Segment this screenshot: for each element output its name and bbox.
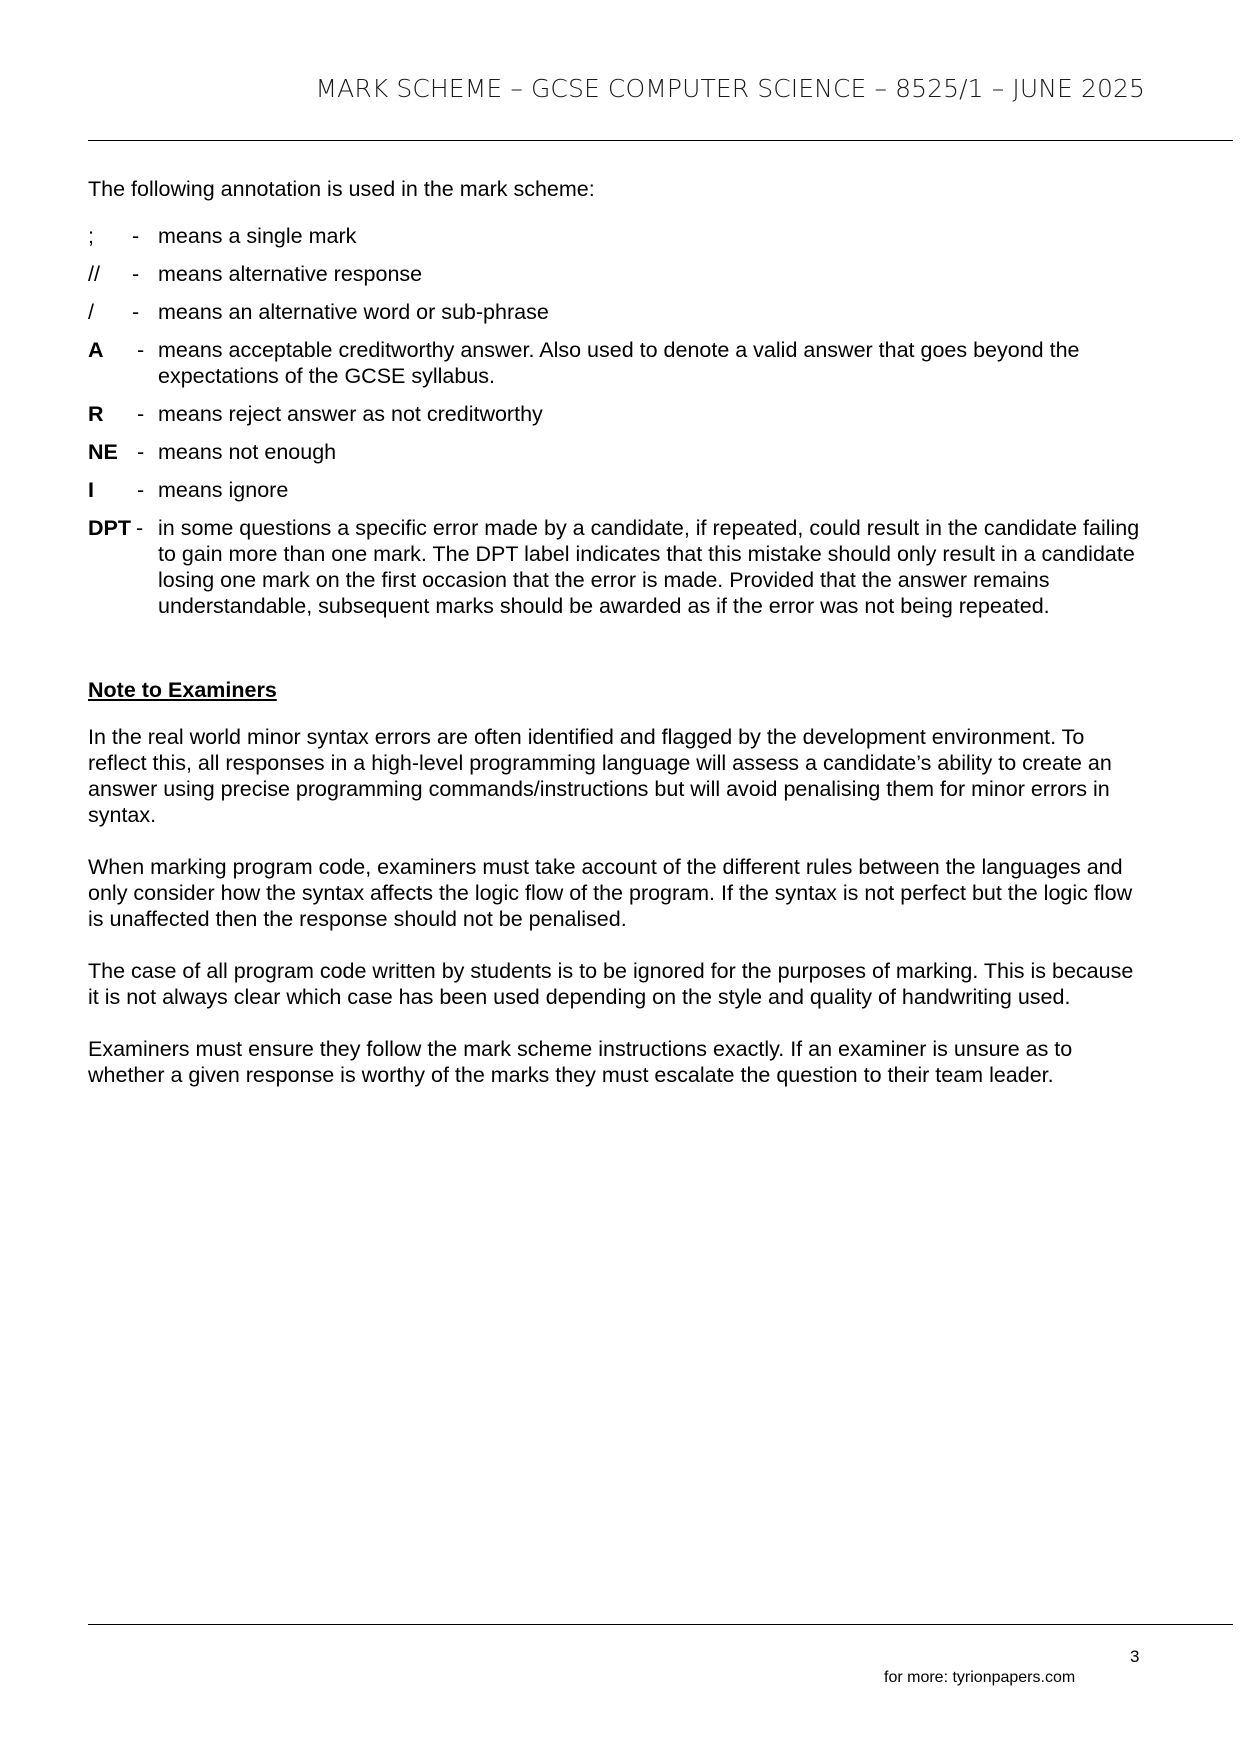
legend-symbol: NE	[88, 440, 118, 464]
legend-symbol: /	[88, 300, 94, 324]
page-content	[88, 176, 1148, 1114]
legend-dash: -	[137, 402, 145, 426]
legend-item-alternative-response	[88, 261, 1148, 287]
legend-item-single-mark	[88, 223, 1148, 249]
page-number: 3	[1130, 1647, 1140, 1666]
legend-description: means reject answer as not creditworthy	[158, 402, 543, 426]
note-paragraph: In the real world minor syntax errors are often identified and flagged by the development environment. To reflect this, all responses in a high-level programming language will assess a candidate’s ability to create an answer using precise programming commands/instructions but will avoid penalising them for minor errors in syntax.	[88, 725, 1112, 827]
legend-symbol: I	[88, 478, 94, 502]
page-header-title: MARK SCHEME – GCSE COMPUTER SCIENCE – 8525/1 – JUNE 2025	[315, 74, 1145, 103]
legend-dash: -	[137, 440, 145, 464]
legend-description: means an alternative word or sub-phrase	[158, 300, 549, 324]
annotation-intro: The following annotation is used in the mark scheme:	[88, 177, 595, 201]
footer-source-note: for more: tyrionpapers.com	[884, 1669, 1076, 1686]
annotation-legend	[88, 223, 1148, 619]
legend-dash: -	[136, 516, 144, 540]
header-divider	[88, 140, 1233, 141]
legend-symbol: ;	[88, 224, 94, 248]
note-paragraph: Examiners must ensure they follow the mark scheme instructions exactly. If an examiner is unsure as to whether a given response is worthy of the marks they must escalate the question to their team leader.	[88, 1037, 1073, 1087]
note-paragraph: When marking program code, examiners must take account of the different rules between the languages and only consider how the syntax affects the logic flow of the program. If the syntax is not perfect but the logic flow is unaffected then the response should not be penalised.	[88, 855, 1133, 931]
legend-description: means alternative response	[158, 262, 423, 286]
legend-item-acceptable	[88, 337, 1148, 389]
note-paragraph: The case of all program code written by students is to be ignored for the purposes of marking. This is because it is not always clear which case has been used depending on the style and quality of handwriting used.	[88, 959, 1134, 1009]
legend-dash: -	[132, 300, 140, 324]
footer-divider	[88, 1624, 1233, 1625]
legend-symbol: //	[88, 262, 100, 286]
legend-item-ignore	[88, 477, 1148, 503]
legend-description: means not enough	[158, 440, 337, 464]
note-heading: Note to Examiners	[88, 678, 277, 702]
legend-symbol: R	[88, 402, 104, 426]
legend-description: means acceptable creditworthy answer. Also used to denote a valid answer that goes beyond the expectations of the GCSE syllabus.	[158, 338, 1080, 388]
legend-dash: -	[132, 224, 140, 248]
legend-description: means ignore	[158, 478, 289, 502]
legend-dash: -	[137, 478, 145, 502]
legend-item-dpt	[88, 515, 1148, 619]
legend-item-reject	[88, 401, 1148, 427]
legend-symbol: DPT	[88, 516, 131, 540]
legend-dash: -	[132, 262, 140, 286]
legend-description: in some questions a specific error made by a candidate, if repeated, could result in the candidate failing to gain more than one mark. The DPT label indicates that this mistake should only result in a candidate losing one mark on the first occasion that the error is made. Provided that the answer remains understandable, subsequent marks should be awarded as if the error was not being repeated.	[158, 516, 1140, 618]
legend-dash: -	[137, 338, 145, 362]
legend-description: means a single mark	[158, 224, 357, 248]
legend-symbol: A	[88, 338, 104, 362]
legend-item-alternative-word	[88, 299, 1148, 325]
legend-item-not-enough	[88, 439, 1148, 465]
